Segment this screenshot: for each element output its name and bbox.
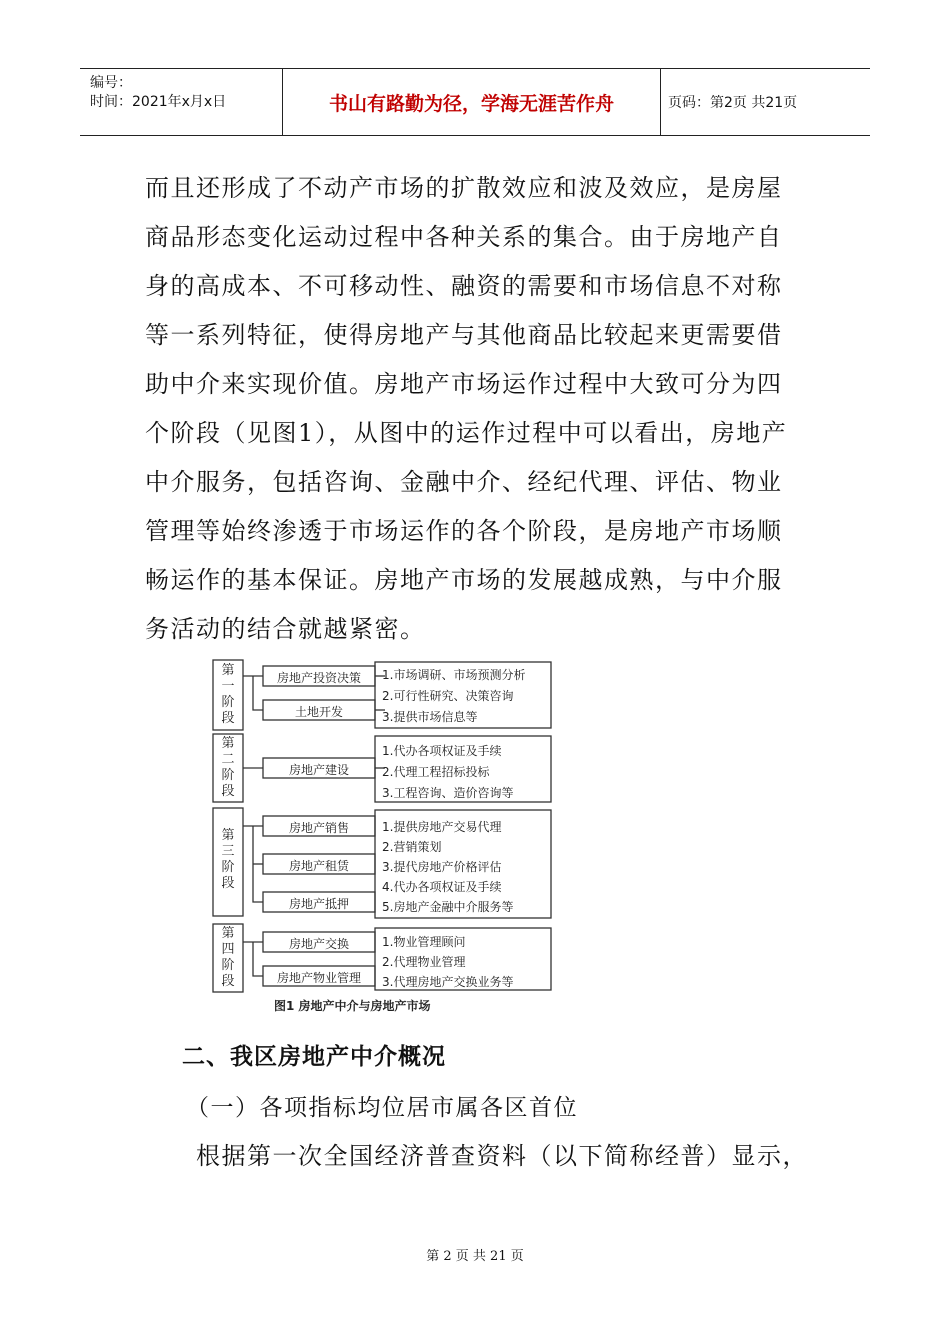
body-line: 助中介来实现价值。房地产市场运作过程中大致可分为四 [145,370,783,398]
header-motto: 书山有路勤为径，学海无涯苦作舟 [283,69,661,135]
body-line: 而且还形成了不动产市场的扩散效应和波及效应，是房屋 [145,174,783,202]
activity-box: 土地开发 [294,705,343,719]
activity-box: 房地产物业管理 [276,971,361,985]
header-meta [80,69,283,135]
subsection-heading: （一）各项指标均位居市属各区首位 [186,1095,578,1121]
body-line: 等一系列特征，使得房地产与其他商品比较起来更需要借 [145,321,783,349]
service-item: 4.代办各项权证及手续 [382,880,502,894]
stage-label: 第 三 阶 段 [221,828,235,891]
document-number-label: 编号： [90,75,132,91]
activity-box: 房地产租赁 [288,859,349,873]
service-item: 1.提供房地产交易代理 [382,820,502,834]
service-item: 2.营销策划 [382,840,442,854]
activity-box: 房地产投资决策 [276,671,361,685]
service-item: 5.房地产金融中介服务等 [382,900,514,914]
service-item: 3.提代房地产价格评估 [382,860,502,874]
service-item: 1.物业管理顾问 [382,935,466,949]
service-item: 2.代理工程招标投标 [382,765,490,779]
service-item: 2.代理物业管理 [382,955,466,969]
stage-label: 第 四 阶 段 [221,926,235,989]
body-line: 个阶段（见图1），从图中的运作过程中可以看出，房地产 [145,419,788,447]
body-line: 根据第一次全国经济普查资料（以下简称经普）显示， [196,1142,808,1170]
page-footer: 第 2 页 共 21 页 [426,1249,524,1264]
body-paragraph [145,164,815,654]
header-page-info: 页码：第2页 共21页 [668,95,798,111]
body-line: 中介服务，包括咨询、金融中介、经纪代理、评估、物业 [145,468,783,496]
service-item: 2.可行性研究、决策咨询 [382,689,514,703]
page-header [80,68,870,136]
section-heading: 二、我区房地产中介概况 [182,1044,446,1070]
service-item: 3.工程咨询、造价咨询等 [382,786,514,800]
activity-box: 房地产交换 [288,937,349,951]
service-item: 1.代办各项权证及手续 [382,744,502,758]
service-item: 3.代理房地产交换业务等 [382,975,514,989]
activity-box: 房地产销售 [288,821,349,835]
stage-label: 第 二 阶 段 [221,736,235,799]
figure-diagram [210,658,560,1018]
activity-box: 房地产抵押 [288,897,349,911]
service-item: 3.提供市场信息等 [382,710,478,724]
figure-caption: 图1 房地产中介与房地产市场 [274,999,431,1013]
activity-box: 房地产建设 [288,763,349,777]
body-line: 身的高成本、不可移动性、融资的需要和市场信息不对称 [145,272,783,300]
service-item: 1.市场调研、市场预测分析 [382,668,526,682]
body-line: 畅运作的基本保证。房地产市场的发展越成熟，与中介服 [145,566,783,594]
document-time-label: 时间：2021年x月x日 [90,94,227,110]
body-line: 管理等始终渗透于市场运作的各个阶段，是房地产市场顺 [145,517,783,545]
body-line: 商品形态变化运动过程中各种关系的集合。由于房地产自 [145,223,783,251]
body-line: 务活动的结合就越紧密。 [145,615,426,643]
stage-label: 第 一 阶 段 [221,663,235,726]
